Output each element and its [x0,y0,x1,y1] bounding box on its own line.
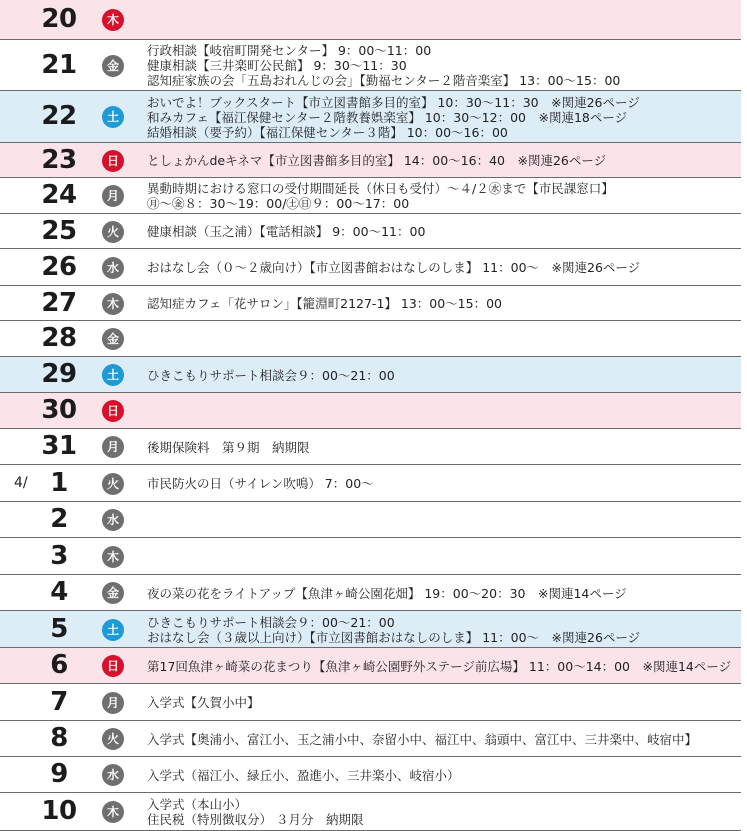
weekday-badge: 金 [102,55,124,77]
event-list [147,586,737,601]
weekday-badge: 日 [102,400,124,422]
calendar-row [0,91,741,143]
weekday-badge: 木 [102,801,124,823]
day-number: 8 [50,723,68,753]
weekday-badge: 金 [102,328,124,350]
weekday-badge: 水 [102,764,124,786]
event-item: 行政相談【岐宿町開発センター】 9：00～11：00 [147,43,432,58]
weekday-badge: 木 [102,546,124,568]
event-item: 入学式【久賀小中】 [147,695,260,710]
weekday-badge: 火 [102,473,124,495]
weekday-badge: 月 [102,185,124,207]
calendar-row [0,429,741,465]
event-list [147,43,737,88]
calendar-row [0,538,741,575]
event-item: 結婚相談（要予約）【福江保健センター３階】 10：00～16：00 [147,124,508,140]
calendar-row [0,793,741,831]
event-list [147,368,737,383]
event-item: 市民防火の日（サイレン吹鳴） 7：00～ [147,476,374,491]
weekday-badge: 土 [102,364,124,386]
event-item: 第17回魚津ヶ崎菜の花まつり【魚津ヶ崎公園野外ステージ前広場】 11：00～14：00 ※関連14ページ [147,658,732,674]
event-list [147,476,737,491]
calendar-row [0,393,741,429]
month-label: 4/ [14,474,28,491]
event-list [147,797,737,827]
day-number: 22 [41,101,77,131]
event-item: 後期保険料 第９期 納期限 [147,439,310,455]
weekday-badge: 火 [102,221,124,243]
event-item: 入学式（福江小、緑丘小、盈進小、三井楽小、岐宿小） [147,767,460,783]
event-item: ㊊～㊎８：30～19：00/㊏㊐９：00～17：00 [147,196,410,211]
calendar-row [0,143,741,178]
calendar-row [0,575,741,611]
event-item: 認知症カフェ「花サロン」【籠淵町2127-1】 13：00～15：00 [147,296,502,311]
day-number: 10 [41,796,77,826]
day-number: 30 [41,395,77,425]
day-number: 3 [50,540,68,571]
event-item: 入学式（本山小） [147,797,248,812]
event-item: としょかんdeキネマ【市立図書館多目的室】 14：00～16：40 ※関連26ページ [147,153,607,168]
calendar-row [0,178,741,214]
event-item: おはなし会（３歳以上向け）【市立図書館おはなしのしま】 11：00～ ※関連26ページ [147,629,641,645]
day-number: 21 [41,49,77,80]
day-number: 28 [41,323,77,353]
day-number: 7 [50,686,68,717]
day-number: 29 [41,359,77,389]
calendar-row [0,40,741,91]
event-item: 異動時期における窓口の受付期間延長（休日も受付）～４/２㊌まで【市民課窓口】 [147,181,614,196]
calendar-row [0,757,741,793]
event-item: おはなし会（０～２歳向け）【市立図書館おはなしのしま】 11：00～ ※関連26ページ [147,260,641,275]
weekday-badge: 水 [102,509,124,531]
calendar-row [0,611,741,648]
day-number: 5 [50,613,68,644]
day-number: 9 [50,759,68,789]
day-number: 2 [50,504,68,534]
calendar-row [0,249,741,286]
event-list [147,95,737,140]
calendar-row [0,214,741,249]
event-item: 入学式【奥浦小、富江小、玉之浦小中、奈留小中、福江中、翁頭中、富江中、三井楽中、岐宿中】 [147,731,698,747]
day-number: 1 [50,467,68,498]
event-item: 認知症家族の会「五島おれんじの会」【勤福センター２階音楽室】 13：00～15：00 [147,73,621,88]
weekday-badge: 月 [102,692,124,714]
event-list [147,224,737,239]
event-list [147,768,737,783]
event-item: 和みカフェ【福江保健センター２階教養娯楽室】 10：30～12：00 ※関連18ページ [147,109,628,125]
calendar-row [0,465,741,502]
day-number: 24 [41,180,77,210]
weekday-badge: 日 [102,655,124,677]
calendar-row [0,502,741,538]
event-list [147,181,737,211]
calendar-row [0,286,741,321]
weekday-badge: 日 [102,150,124,172]
event-list [147,659,737,674]
event-item: ひきこもりサポート相談会９：00～21：00 [147,367,395,383]
weekday-badge: 金 [102,582,124,604]
event-item: 健康相談（玉之浦）【電話相談】 9：00～11：00 [147,224,426,239]
event-list [147,615,737,645]
event-item: 住民税（特別徴収分） ３月分 納期限 [147,812,364,827]
weekday-badge: 木 [102,293,124,315]
weekday-badge: 木 [102,9,124,31]
day-number: 27 [41,287,77,318]
calendar-row [0,721,741,757]
day-number: 20 [41,4,77,34]
day-number: 6 [50,650,68,680]
weekday-badge: 火 [102,728,124,750]
weekday-badge: 月 [102,436,124,458]
calendar-row [0,648,741,684]
event-item: おいでよ！ブックスタート【市立図書館多目的室】 10：30～11：30 ※関連26ページ [147,94,640,110]
event-item: 健康相談【三井楽町公民館】 9：30～11：30 [147,58,407,73]
calendar-row [0,321,741,357]
event-list [147,153,737,168]
event-list [147,695,737,710]
day-number: 26 [41,251,77,282]
event-item: ひきこもりサポート相談会９：00～21：00 [147,614,395,630]
event-list [147,732,737,747]
calendar-row [0,0,741,40]
event-list [147,260,737,275]
calendar-row [0,684,741,721]
calendar-row [0,357,741,393]
event-list [147,296,737,311]
day-number: 4 [50,577,68,607]
weekday-badge: 土 [102,106,124,128]
event-list [147,440,737,455]
weekday-badge: 土 [102,619,124,641]
day-number: 25 [41,215,77,246]
weekday-badge: 水 [102,257,124,279]
day-number: 31 [41,431,77,461]
day-number: 23 [41,144,77,175]
event-item: 夜の菜の花をライトアップ【魚津ヶ崎公園花畑】 19：00～20：30 ※関連14ページ [147,585,627,601]
